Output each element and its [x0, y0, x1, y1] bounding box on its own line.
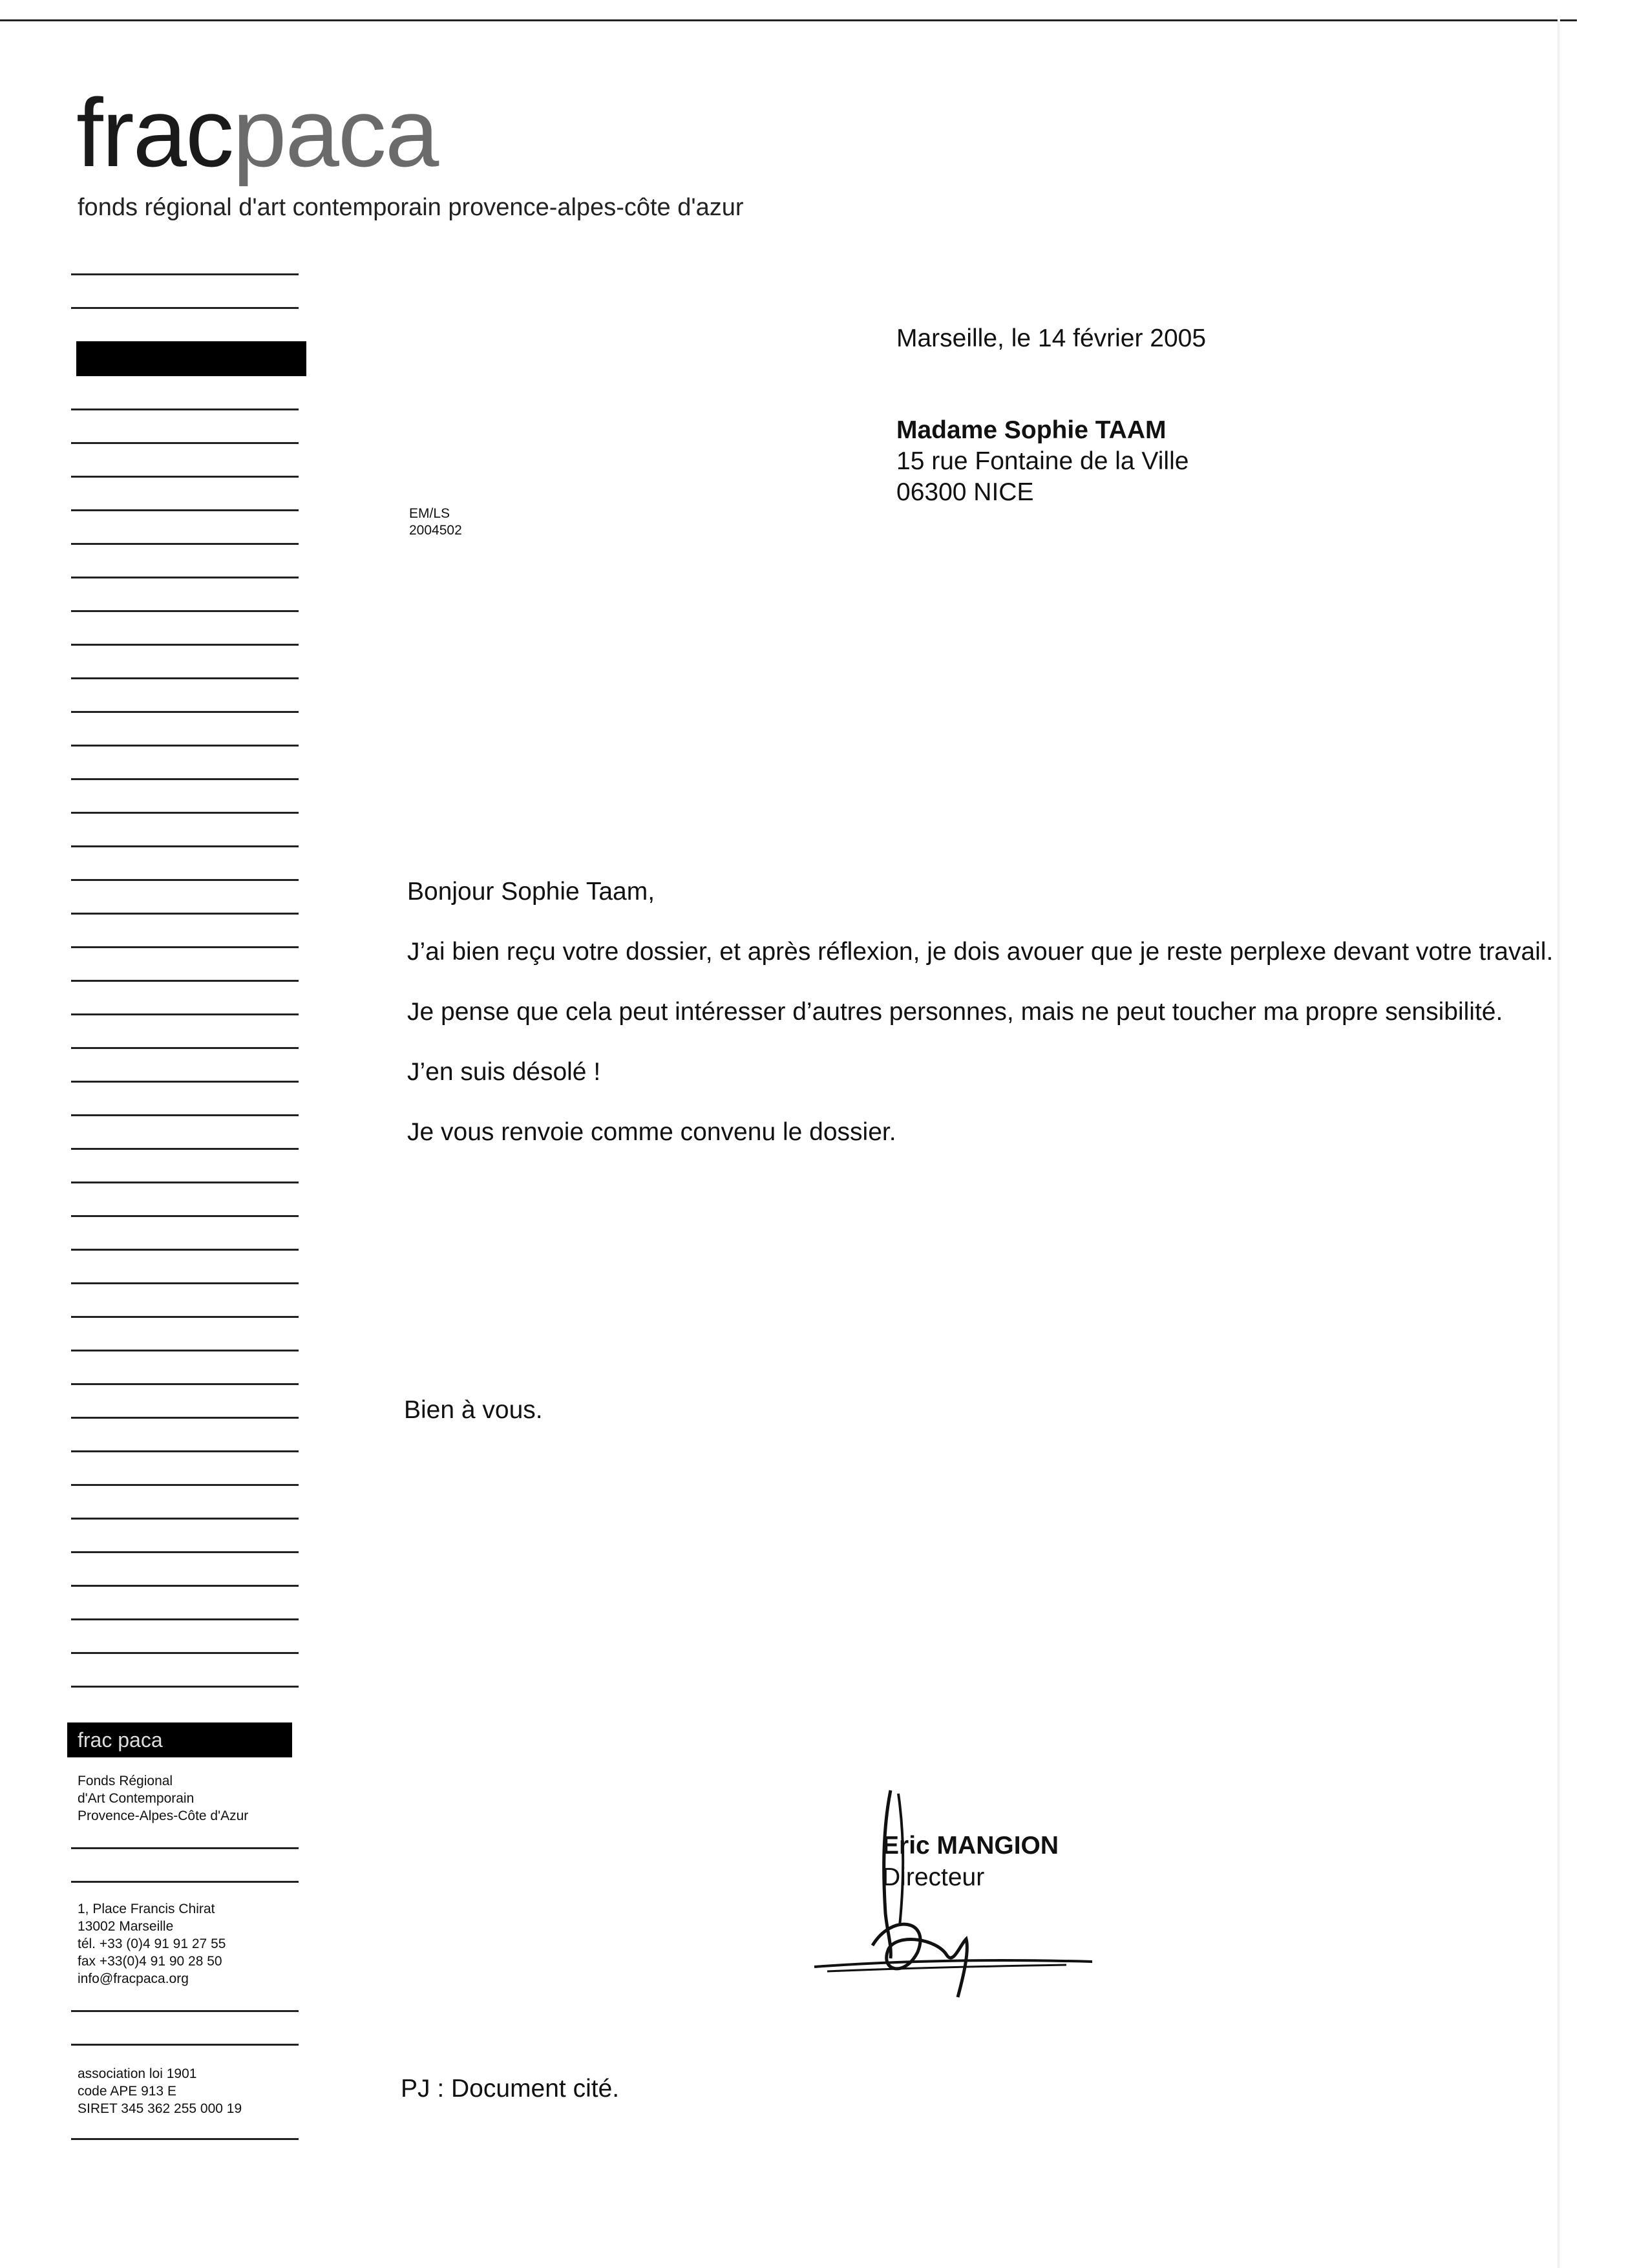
- footer-address-line: tél. +33 (0)4 91 91 27 55: [78, 1936, 226, 1951]
- column-rule: [71, 1450, 299, 1452]
- column-rule: [71, 1686, 299, 1688]
- column-rule: [71, 509, 299, 511]
- reference-number: 2004502: [409, 523, 462, 538]
- column-rule: [71, 778, 299, 780]
- column-rule: [71, 745, 299, 747]
- column-rule: [71, 644, 299, 646]
- reference-initials: EM/LS: [409, 506, 450, 521]
- column-rule: [71, 1047, 299, 1049]
- footer-badge: frac paca: [67, 1722, 292, 1757]
- recipient-name: Madame Sophie TAAM: [896, 416, 1167, 444]
- footer-address-line: 13002 Marseille: [78, 1919, 174, 1934]
- reference-code: [409, 505, 462, 539]
- page-edge-right: [1558, 19, 1560, 2268]
- column-rule: [71, 1417, 299, 1419]
- footer-legal-line: SIRET 345 362 255 000 19: [78, 2101, 242, 2116]
- handwritten-signature: [808, 1784, 1099, 2004]
- column-rule: [71, 577, 299, 578]
- footer-email: info@fracpaca.org: [78, 1971, 189, 1986]
- footer-legal-block: [78, 2065, 242, 2117]
- column-rule: [71, 1585, 299, 1587]
- column-rule: [71, 408, 299, 410]
- column-rule: [71, 1114, 299, 1116]
- footer-org-line: Provence-Alpes-Côte d'Azur: [78, 1808, 249, 1823]
- column-rule: [71, 946, 299, 948]
- column-rule: [71, 610, 299, 612]
- letter-date: Marseille, le 14 février 2005: [896, 324, 1207, 352]
- column-rule: [71, 1847, 299, 1849]
- column-rule: [71, 1652, 299, 1654]
- column-rule: [71, 1484, 299, 1486]
- column-rule: [71, 1316, 299, 1318]
- column-rule: [71, 1350, 299, 1351]
- signatory-name: Eric MANGION: [882, 1832, 1059, 1860]
- column-rule: [71, 2044, 299, 2046]
- column-rule: [71, 845, 299, 847]
- letter-paragraph: Je pense que cela peut intéresser d’autres personnes, mais ne peut toucher ma propre sensibilité.: [407, 998, 1503, 1026]
- footer-org-block: [78, 1772, 248, 1825]
- column-rule: [71, 1618, 299, 1620]
- logo-frac-text: frac: [76, 78, 233, 187]
- letter-greeting: Bonjour Sophie Taam,: [407, 878, 655, 906]
- footer-legal-line: association loi 1901: [78, 2066, 197, 2081]
- enclosure-note: PJ : Document cité.: [401, 2075, 620, 2103]
- letter-body: [407, 876, 1554, 1177]
- column-rule: [71, 273, 299, 275]
- column-rule: [71, 2010, 299, 2012]
- column-rule: [71, 1282, 299, 1284]
- signatory-role: Directeur: [882, 1863, 985, 1891]
- column-rule: [71, 1215, 299, 1217]
- column-rule: [71, 1013, 299, 1015]
- column-rule: [71, 1081, 299, 1083]
- recipient-city: 06300 NICE: [896, 478, 1034, 506]
- column-rule: [71, 543, 299, 545]
- column-rule: [71, 711, 299, 713]
- letter-paragraph: Je vous renvoie comme convenu le dossier.: [407, 1118, 896, 1146]
- logo-paca-text: paca: [233, 78, 438, 187]
- column-rule: [71, 2138, 299, 2140]
- footer-address-line: fax +33(0)4 91 90 28 50: [78, 1954, 222, 1969]
- column-rule: [71, 307, 299, 309]
- letter-paragraph: J’en suis désolé !: [407, 1058, 601, 1086]
- column-rule: [71, 1881, 299, 1883]
- column-rule: [71, 1551, 299, 1553]
- column-rule: [71, 442, 299, 444]
- letterhead-tagline: fonds régional d'art contemporain provence-alpes-côte d'azur: [78, 194, 744, 221]
- footer-address-line: 1, Place Francis Chirat: [78, 1902, 215, 1916]
- column-rule: [71, 879, 299, 881]
- recipient-street: 15 rue Fontaine de la Ville: [896, 447, 1189, 475]
- column-rule: [71, 1249, 299, 1251]
- column-rule: [71, 913, 299, 915]
- recipient-address: [896, 415, 1188, 508]
- column-rule: [71, 1182, 299, 1183]
- column-rule: [71, 1148, 299, 1150]
- column-rule: [71, 812, 299, 814]
- column-rule: [71, 1383, 299, 1385]
- column-rule: [71, 980, 299, 982]
- column-black-bar: [76, 341, 306, 376]
- footer-address-block: [78, 1900, 226, 1987]
- footer-org-line: d'Art Contemporain: [78, 1791, 195, 1806]
- column-rule: [71, 1518, 299, 1520]
- column-rule: [71, 677, 299, 679]
- letter-paragraph: J’ai bien reçu votre dossier, et après réflexion, je dois avouer que je reste perplexe devant votre travail.: [407, 938, 1554, 966]
- footer-org-line: Fonds Régional: [78, 1774, 173, 1788]
- footer-legal-line: code APE 913 E: [78, 2084, 176, 2099]
- letter-closing: Bien à vous.: [404, 1396, 543, 1424]
- column-rule: [71, 476, 299, 478]
